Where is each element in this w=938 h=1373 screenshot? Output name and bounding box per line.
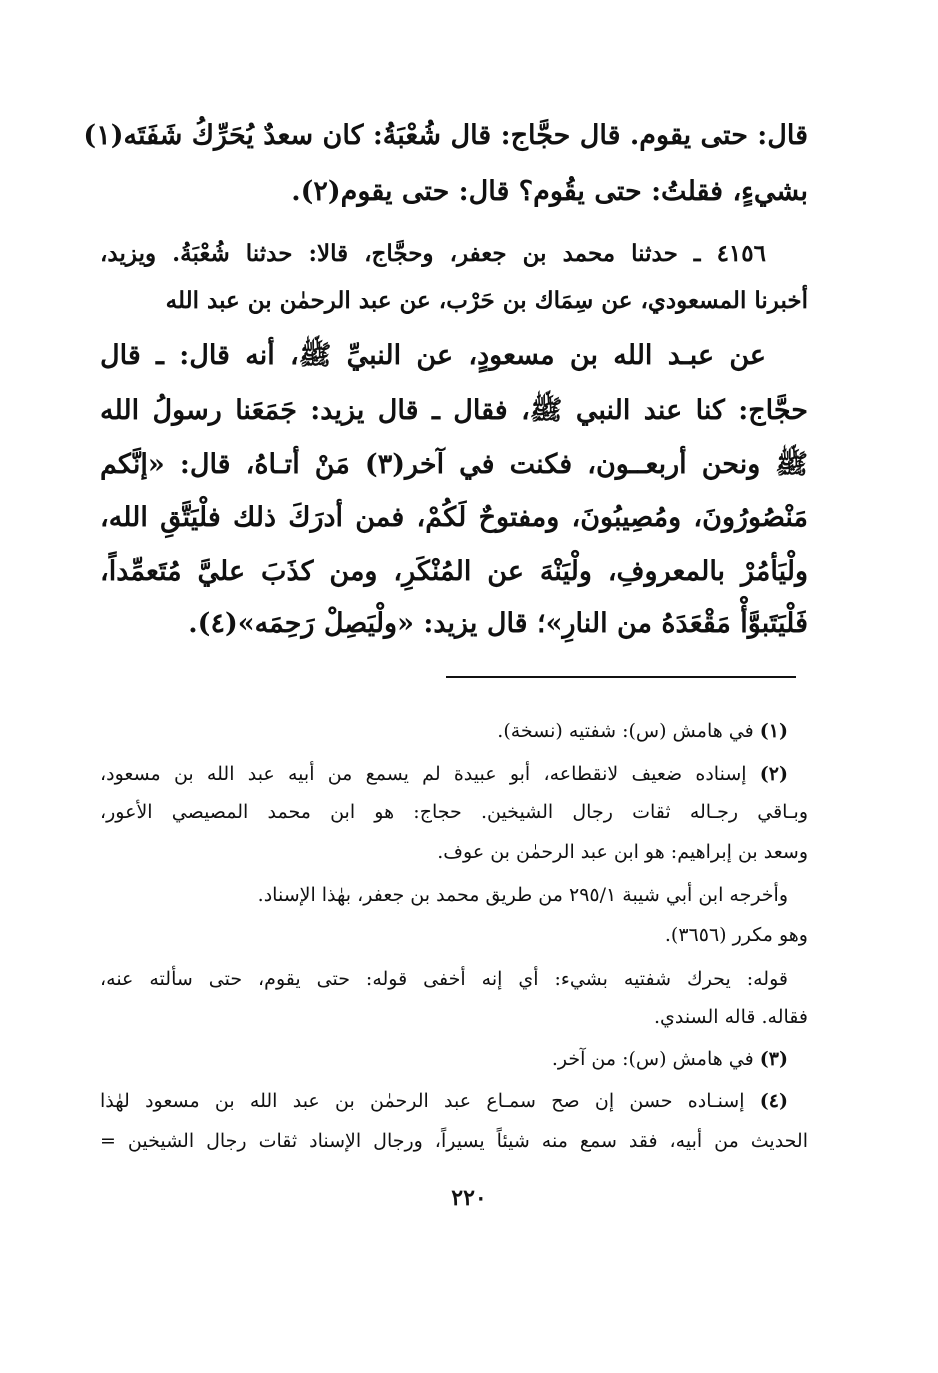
hadith-isnad-line: ٤١٥٦ ـ حدثنا محمد بن جعفر، وحجَّاج، قالا: حدثنا شُعْبَةُ. ويزيد، — [100, 240, 766, 267]
footnote-text: إسناده ضعيف لانقطاعه، أبو عبيدة لم يسمع من أبيه عبد الله بن مسعود، — [100, 763, 747, 785]
hadith-text-line: ولْيَأمُرْ بالمعروفِ، ولْيَنْهَ عن المُنْكَرِ، ومن كذَبَ عليَّ مُتَعمِّداً، — [100, 556, 808, 587]
hadith-text-line: مَنْصُورُونَ، ومُصِيبُونَ، ومفتوحٌ لَكُمْ، فمن أدرَكَ ذلك فلْيَتَّقِ الله، — [100, 502, 808, 533]
hadith-text-line: حجَّاج: كنا عند النبي ﷺ، فقال ـ قال يزيد: جَمَعَنا رسولُ الله — [100, 395, 808, 426]
footnote-marker: (٤) — [759, 1090, 788, 1112]
hadith-text-line: ﷺ ونحن أربعــون، فكنت في آخر(٣) مَنْ أتـاهُ، قال: «إنَّكم — [100, 449, 808, 480]
hadith-text-line: فَلْيَتَبوَّأْ مَقْعَدَهُ من النارِ»؛ قال يزيد: «ولْيَصِلْ رَحِمَه»(٤). — [188, 608, 808, 639]
footnote-2-line: وسعد بن إبراهيم: هو ابن عبد الرحمٰن بن عوف. — [437, 841, 808, 863]
footnote-3 — [100, 1048, 788, 1071]
footnote-text: في هامش (س): شفتيه (نسخة). — [497, 720, 754, 742]
footnote-separator — [446, 676, 796, 678]
footnote-2-line: وهو مكرر (٣٦٥٦). — [664, 924, 808, 946]
footnote-marker: (٣) — [759, 1048, 788, 1070]
footnote-text: إسنـاده حسن إن صح سمـاع عبد الرحمٰن بن عبد الله بن مسعود لهٰذا — [100, 1090, 745, 1112]
footnote-2-line: وأخرجه ابن أبي شيبة ٢٩٥/١ من طريق محمد بن جعفر، بهٰذا الإسناد. — [257, 884, 788, 906]
footnote-2-line: قوله: يحرك شفتيه بشيء: أي إنه أخفى قوله: حتى يقوم، حتى سألته عنه، — [100, 968, 788, 990]
main-text-line: بشيءٍ، فقلتُ: حتى يقُوم؟ قال: حتى يقوم(٢). — [291, 176, 808, 207]
page-number: ٢٢٠ — [451, 1185, 487, 1211]
hadith-isnad-line: أخبرنا المسعودي، عن سِمَاك بن حَرْب، عن عبد الرحمٰن بن عبد الله — [165, 287, 808, 314]
footnote-2-line: وبـاقي رجـاله ثقات رجال الشيخين. حجاج: هو ابن محمد المصيصي الأعور، — [100, 801, 808, 823]
footnote-4-line — [100, 1090, 788, 1113]
main-text-line: قال: حتى يقوم. قال حجَّاج: قال شُعْبَةُ: كان سعدٌ يُحَرِّكُ شَفَتَه(١) — [83, 120, 808, 151]
footnote-2-line: فقاله. قاله السندي. — [653, 1006, 808, 1028]
footnote-marker: (١) — [759, 720, 788, 742]
footnote-4-line: الحديث من أبيه، فقد سمع منه شيئاً يسيراً، ورجال الإسناد ثقات رجال الشيخين = — [100, 1130, 808, 1152]
footnote-2-line — [100, 763, 788, 786]
footnote-text: في هامش (س): من آخر. — [551, 1048, 754, 1070]
footnote-marker: (٢) — [759, 763, 788, 785]
hadith-text-line: عن عبـد الله بن مسعودٍ، عن النبيِّ ﷺ، أنه قال: ـ قال — [100, 340, 766, 371]
footnote-1 — [100, 720, 788, 743]
